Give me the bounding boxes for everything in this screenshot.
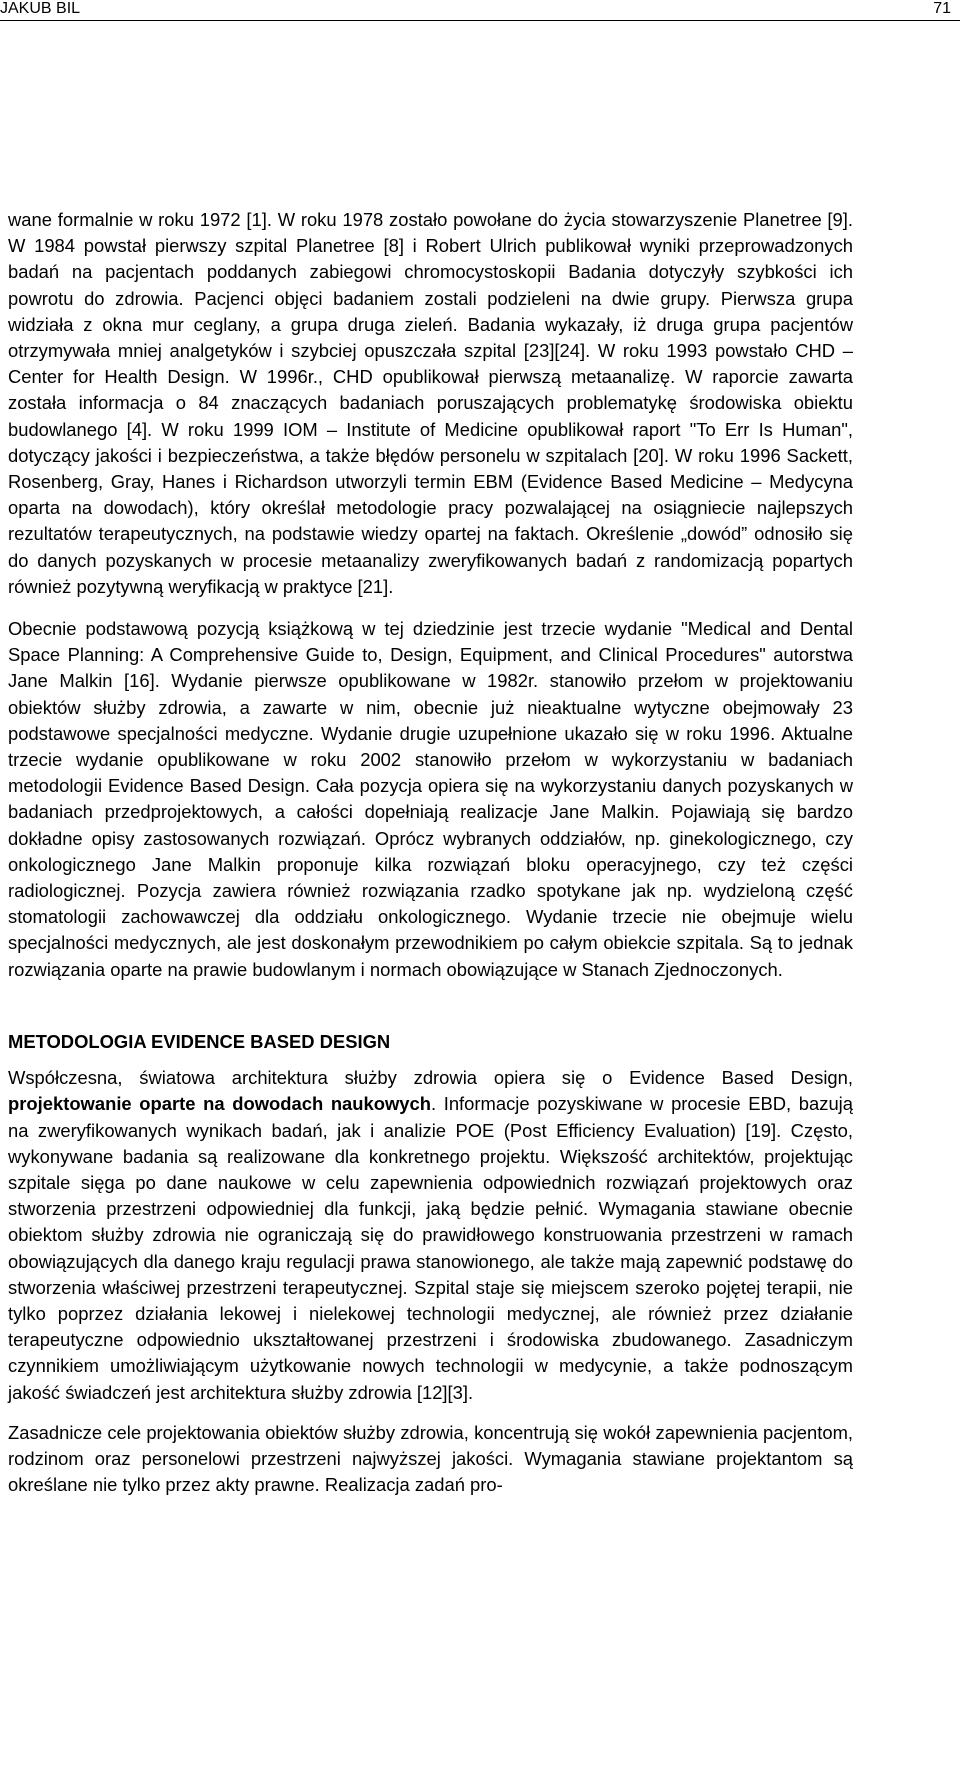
paragraph-history: wane formalnie w roku 1972 [1]. W roku 1978 zostało powołane do życia stowarzyszenie Planetree [9]. W 1984 powstał pierwszy szpital Planetree [8] i Robert Ulrich publikował wyniki przeprowadzonych badań na pacjentach poddanych zabiegowi chromocystoskopii Badania dotyczyły szybkości ich powrotu do zdrowia. Pacjenci objęci badaniem zostali podzieleni na dwie grupy. Pierwsza grupa widziała z okna mur ceglany, a grupa druga zieleń. Badania wykazały, iż druga grupa pacjentów otrzymywała mniej analgetyków i szybciej opuszczała szpital [23][24]. W roku 1993 powstało CHD – Center for Health Design. W 1996r., CHD opublikował pierwszą metaanalizę. W raporcie zawarta została informacja o 84 znaczących badaniach poruszających problematykę środowiska obiektu budowlanego [4]. W roku 1999 IOM – Institute of Medicine opublikował raport "To Err Is Human", dotyczący jakości i bezpieczeństwa, a także błędów personelu w szpitalach [20]. W roku 1996 Sackett, Rosenberg, Gray, Hanes i Richardson utworzyli termin EBM (Evidence Based Medicine – Medycyna oparta na dowodach), który określał metodologie pracy pozwalającej na osiągniecie najlepszych rezultatów terapeutycznych, na podstawie wiedzy opartej na faktach. Określenie „dowód” odnosiło się do danych pozyskanych w procesie metaanalizy zweryfikowanych badań z randomizacją popartych również pozytywną weryfikacją w praktyce [21]. bbox=[8, 209, 853, 597]
paragraph-ebd-rest: . Informacje pozyskiwane w procesie EBD, bazują na zweryfikowanych wynikach badań, jak i analizie POE (Post Efficiency Evaluation) [19]. Często, wykonywane badania są realizowane dla konkretnego projektu. Większość architektów, projektując szpitale sięga po dane naukowe w celu zapewnienia odpowiednich rozwiązań projektowych oraz stworzenia przestrzeni odpowiedniej dla funkcji, jaką będzie pełnić. Wymagania stawiane obecnie obiektom służby zdrowia nie ograniczają się do prawidłowego konstruowania przestrzeni w ramach obowiązujących dla danego kraju regulacji prawa stanowionego, ale także mają zapewnić podstawę do stworzenia właściwej przestrzeni terapeutycznej. Szpital staje się miejscem szeroko pojętej terapii, nie tylko poprzez działania lekowej i nielekowej technologii medycznej, ale również przez działanie terapeutyczne odpowiednio ukształtowanej przestrzeni i środowiska zbudowanego. Zasadniczym czynnikiem umożliwiającym użytkowanie nowych technologii w medycynie, a także podnoszącym jakość świadczeń jest architektura służby zdrowia [12][3]. bbox=[8, 1093, 853, 1403]
section-heading: METODOLOGIA EVIDENCE BASED DESIGN bbox=[8, 1030, 391, 1052]
paragraph-malkin: Obecnie podstawową pozycją książkową w tej dziedzinie jest trzecie wydanie "Medical and Dental Space Planning: A Comprehensive Guide to, Design, Equipment, and Clinical Procedures" autorstwa Jane Malkin [16]. Wydanie pierwsze opublikowane w 1982r. stanowiło przełom w projektowaniu obiektów służby zdrowia, a zawarte w nim, obecnie już nieaktualne wytyczne obejmowały 23 podstawowe specjalności medyczne. Wydanie drugie uzupełnione ukazało się w roku 1996. Aktualne trzecie wydanie opublikowane w roku 2002 stanowiło przełom w wykorzystaniu w badaniach metodologii Evidence Based Design. Cała pozycja opiera się na wykorzystaniu danych pozyskanych w badaniach przedprojektowych, a całości dopełniają realizacje Jane Malkin. Pojawiają się bardzo dokładne opisy zastosowanych rozwiązań. Oprócz wybranych oddziałów, np. ginekologicznego, czy onkologicznego Jane Malkin proponuje kilka rozwiązań bloku operacyjnego, czy też części radiologicznej. Pozycja zawiera również rozwiązania rzadko spotykane jak np. wydzieloną część stomatologii zachowawczej dla oddziału onkologicznego. Wydanie trzecie nie obejmuje wielu specjalności medycznych, ale jest doskonałym przewodnikiem po całym obiekcie szpitala. Są to jednak rozwiązania oparte na prawie budowlanym i normach obowiązujące w Stanach Zjednoczonych. bbox=[8, 618, 853, 980]
header-rule bbox=[0, 20, 960, 21]
page-header bbox=[0, 0, 960, 24]
paragraph-goals: Zasadnicze cele projektowania obiektów służby zdrowia, koncentrują się wokół zapewnienia pacjentom, rodzinom oraz personelowi przestrzeni najwyższej jakości. Wymagania stawiane projektantom są określane nie tylko przez akty prawne. Realizacja zadań pro- bbox=[8, 1421, 853, 1496]
running-head-author: JAKUB BIL bbox=[0, 0, 81, 17]
page-body bbox=[8, 207, 853, 1498]
page-number: 71 bbox=[933, 0, 951, 17]
paragraph-ebd-intro: Współczesna, światowa architektura służby zdrowia opiera się o Evidence Based Design, bbox=[8, 1067, 853, 1089]
paragraph-ebd-bold: projektowanie oparte na dowodach naukowych bbox=[8, 1093, 431, 1115]
paragraph-ebd bbox=[8, 1065, 853, 1406]
